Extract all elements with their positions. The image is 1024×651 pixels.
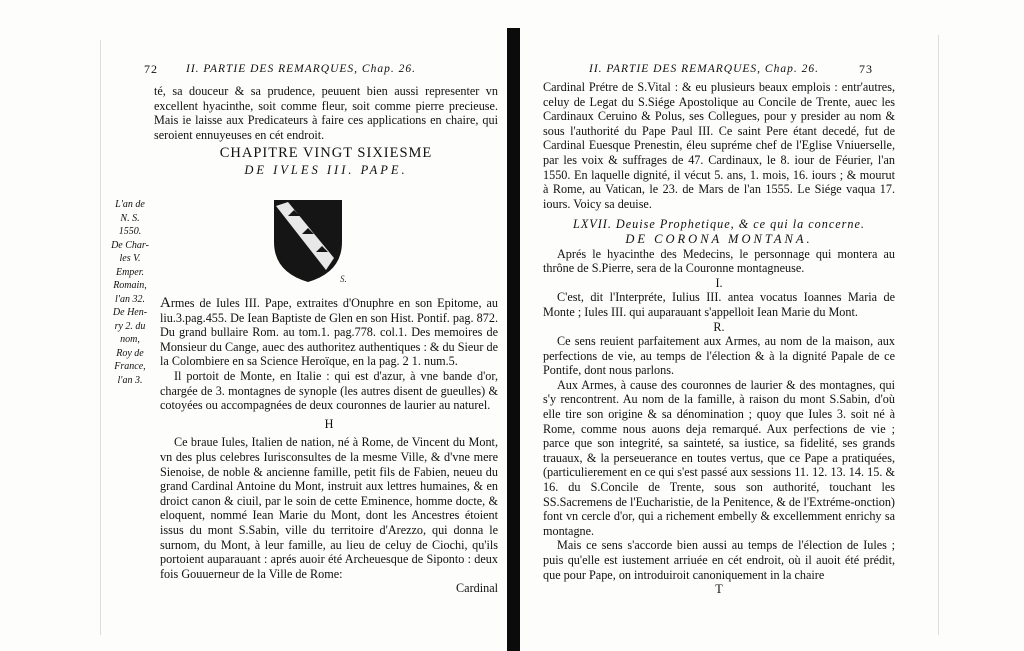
marker-r: R. (713, 319, 725, 334)
left-opening-text: té, sa douceur & sa prudence, peuuent bien aussi representer vn excellent hyacinthe, soit comme fleur, soit comme pierre precieuse. Mais ie laisse aux Predicateurs à faire ces applications en chaire, qui seroient ennuyeuses en cét endroit. (154, 84, 498, 142)
interpreter-text: C'est, dit l'Interpréte, Iulius III. antea vocatus Ioannes Maria de Monte ; Iules III. qui auparauant s'appelloit Iean Marie du Mont. (543, 290, 895, 319)
left-running-head-text: II. PARTIE DES REMARQUES, Chap. 26. (186, 63, 416, 75)
prophecy-section-title: LXVII. Deuise Prophetique, & ce qui la concerne. (573, 217, 865, 232)
left-catchword: Cardinal (456, 581, 498, 596)
left-body-text: Ce braue Iules, Italien de nation, né à Rome, de Vincent du Mont, vn des plus celebres Iurisconsultes de la mesme Ville, & d'vne mere Sienoise, de noble & ancienne famille, petit fils de Fabien, neueu du grand Cardinal Antoine du Mont, instruit aux lettres humaines, & en droict canon & ciuil, par le soin de cette Eminence, homme docte, & eloquent, nommé Iean Marie du Mont, dont les Ancestres étoient issus du mont S.Sabin, ville du territoire d'Arezzo, qui donna le surnom, du Mont, à leur famille, au lieu de celuy de Ciochi, qu'ils portoient auparauant : aprés auoir été Archeuesque de Siponto : deux fois Gouuerneur de la Ville de Rome: (160, 435, 498, 581)
book-gutter (507, 28, 520, 651)
section-letter-h: H (324, 416, 334, 431)
prophecy-subtitle: DE CORONA MONTANA. (625, 231, 813, 246)
right-opening-text: Cardinal Prétre de S.Vital : & eu plusieurs beaux emplois : entr'autres, celuy de Legat du S.Siége Apostolique au Concile de Trente, auec les Cardinaux Ceruino & Polus, ses Collegues, pour y presider au nom & sous l'authorité du Pape Paul III. Ce saint Pere étant decedé, fut de Cardinal Euesque Prenestin, éleu supréme chef de l'Eglise Vniuerselle, par les voix & suffrages de 47. Cardinaux, le 8. iour de Féurier, l'an 1550. En laquelle dignité, il vécut 5. ans, 1. mois, 16. iours ; & mourut à Rome, au Vatican, le 23. de Mars de l'an 1555. Le Siége vaqua 17. iours. Voicy sa deuise. (543, 80, 895, 211)
right-paragraph-2: Aux Armes, à cause des couronnes de laurier & des montagnes, qui s'y rencontrent. Au nom de la famille, à raison du mont S.Sabin, d'où elle tire son origine & sa dénomination ; quoy que Iules 3. soit né à Rome, comme nous auons deja remarqué. Aux perfections de vie ; parce que son integrité, sa sainteté, sa iustice, sa fidelité, ses grands trauaux, & la perseuerance en toutes vertus, que ce Pape a pratiquées, (particulierement en ce qui s'est passé aux sessions 11. 12. 13. 14. 15. & 16. du S.Concile de Trente, sous son authorité, touchant les SS.Sacremens de l'Eucharistie, de la Penitence, & de l'Extréme-onction) font vn cercle d'or, qui a richement embelly & excellemment enrichy sa montagne. (543, 377, 895, 538)
armes-paragraph (160, 296, 498, 369)
portoit-paragraph: Il portoit de Monte, en Italie : qui est d'azur, à vne bande d'or, chargée de 3. montagnes de synople (les autres disent de gueulles) & cotoyées ou accompagnées de deux couronnes de laurier au naturel. (160, 368, 498, 413)
left-page-number: 72 (144, 62, 158, 76)
right-paragraph-1: Ce sens reuient parfaitement aux Armes, au nom de la maison, aux perfections de vie, au temps de l'élection & à la dignité Papale de ce Pontife, dont nous parlons. (543, 334, 895, 378)
right-page (533, 62, 925, 647)
right-page-edge (938, 35, 939, 635)
armes-drop-letter: A (160, 295, 171, 311)
margin-note: L'an de N. S. 1550. De Char- les V. Emper. Romain, l'an 32. De Hen- ry 2. du nom, Roy de France, l'an 3. (111, 199, 149, 386)
chapter-subtitle: DE IVLES III. PAPE. (244, 162, 408, 177)
left-page (108, 62, 498, 647)
left-page-edge (100, 40, 101, 635)
marker-i: I. (715, 275, 723, 290)
signature-mark: T (715, 582, 723, 597)
armes-text: rmes de Iules III. Pape, extraites d'Onuphre en son Epitome, au liu.3.pag.455. De Iean Baptiste de Glen en son Hist. Pontif. pag. 872. Du grand bullaire Rom. au tom.1. pag.778. col.1. Des memoires de Monsieur du Cange, auec des authoritez authentiques : & du Sieur de la Colombiere en sa Science Heroïque, en la pag. 2 1. num.5. (160, 296, 498, 369)
right-running-head (533, 62, 925, 78)
shield-icon (268, 196, 352, 286)
chapter-title: CHAPITRE VINGT SIXIESME (219, 145, 433, 162)
left-running-head (108, 62, 498, 78)
emblem-mark: S. (340, 274, 347, 284)
prophecy-intro: Aprés le hyacinthe des Medecins, le personnage qui montera au thrône de S.Pierre, sera de la Couronne montagneuse. (543, 246, 895, 276)
right-running-head-text: II. PARTIE DES REMARQUES, Chap. 26. (589, 63, 819, 75)
right-paragraph-3: Mais ce sens s'accorde bien aussi au temps de l'élection de Iules ; puis qu'elle est iustement arriuée en cét endroit, où il auoit été prédit, que pour Pape, on introduiroit canoniquement in la chaire (543, 538, 895, 582)
coat-of-arms-emblem (268, 196, 352, 286)
right-page-number: 73 (859, 62, 873, 76)
